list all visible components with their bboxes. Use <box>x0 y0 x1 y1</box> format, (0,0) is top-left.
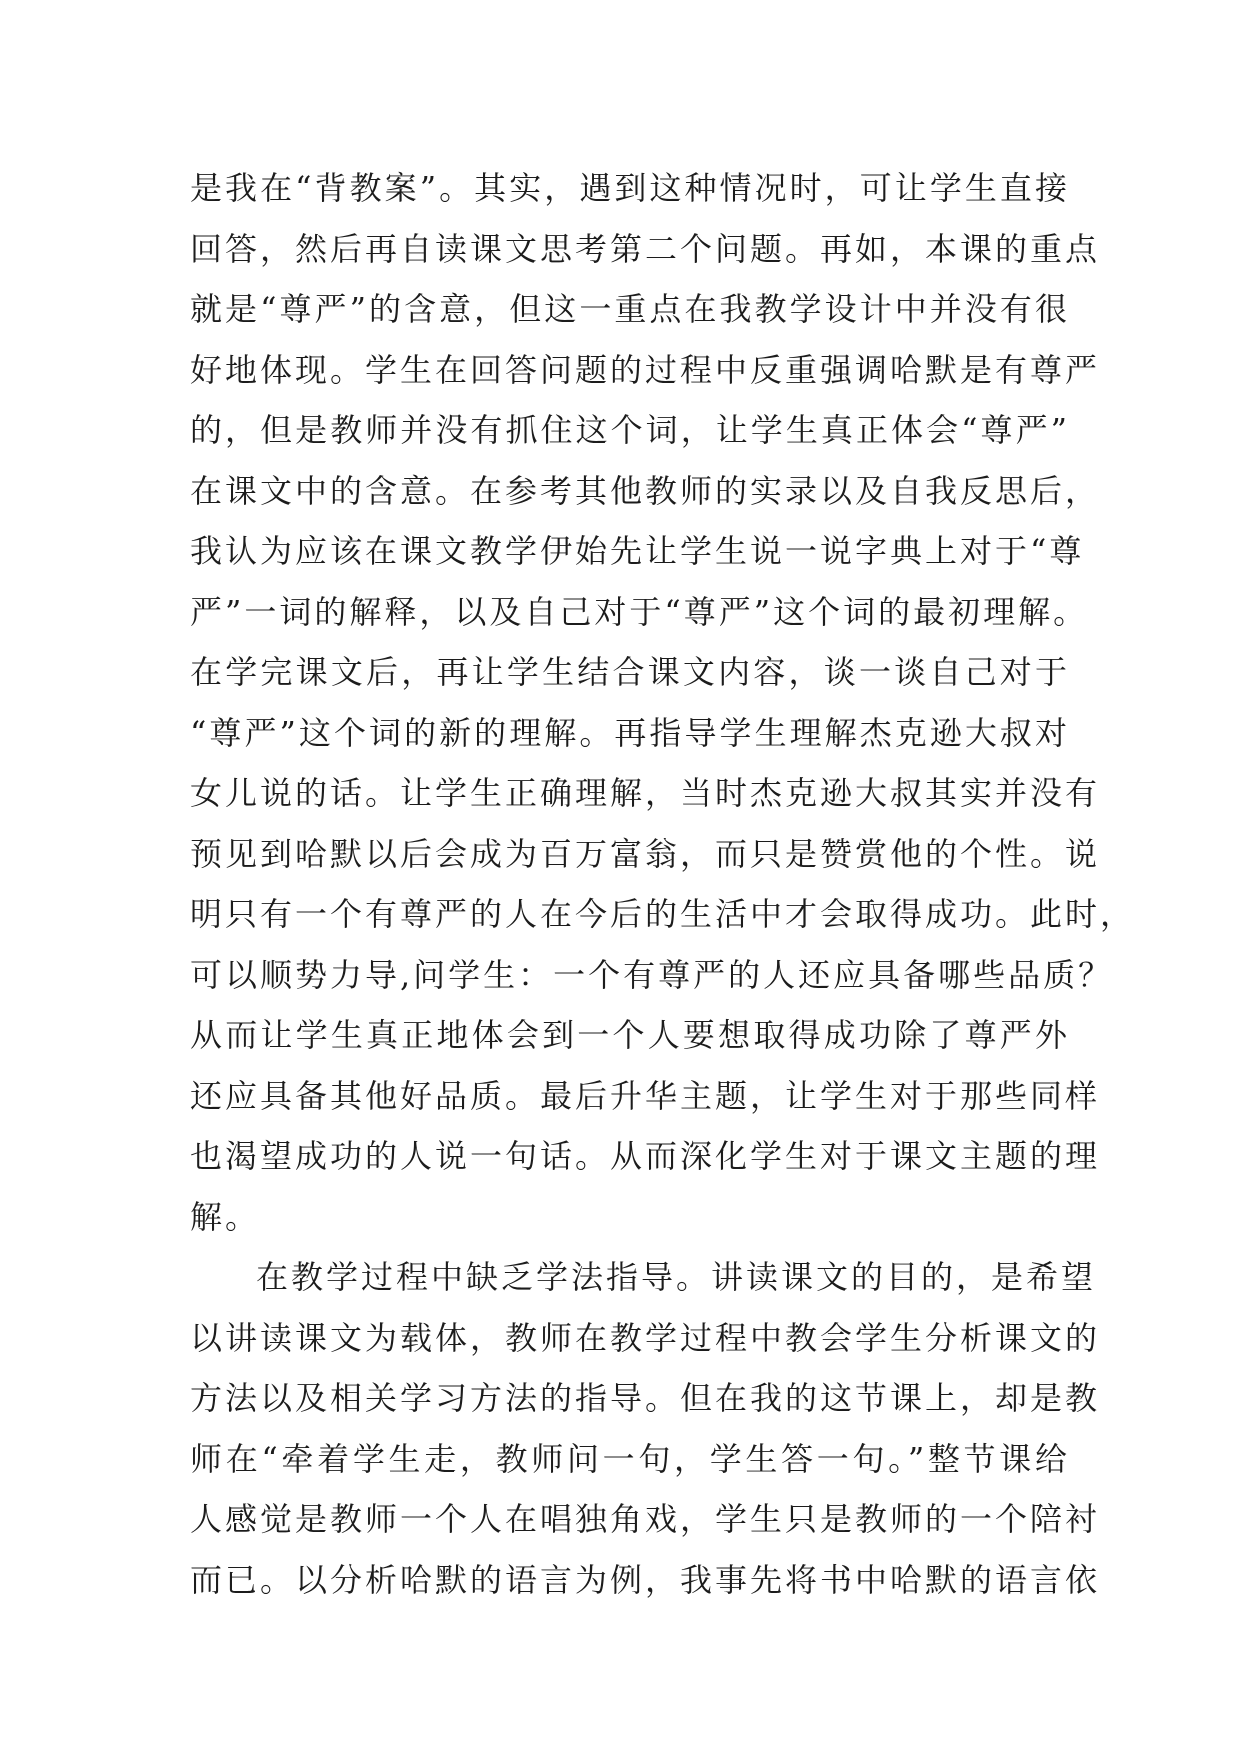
text-line: 就是“尊严”的含意，但这一重点在我教学设计中并没有很 <box>190 290 1070 328</box>
text-line: 方法以及相关学习方法的指导。但在我的这节课上，却是教 <box>190 1379 1101 1417</box>
text-line: 回答，然后再自读课文思考第二个问题。再如，本课的重点 <box>190 229 1101 268</box>
text-line: 以讲读课文为载体，教师在教学过程中教会学生分析课文的 <box>190 1318 1101 1357</box>
paragraph-1 <box>190 158 1136 1247</box>
text-line: 师在“牵着学生走，教师问一句，学生答一句。”整节课给 <box>190 1439 1070 1478</box>
text-line: 好地体现。学生在回答问题的过程中反重强调哈默是有尊严 <box>190 350 1101 389</box>
text-line: 在学完课文后，再让学生结合课文内容，谈一谈自己对于 <box>190 653 1070 691</box>
text-line: 我认为应该在课文教学伊始先让学生说一说字典上对于“尊 <box>190 532 1085 570</box>
text-line: 在课文中的含意。在参考其他教师的实录以及自我反思后， <box>190 471 1101 510</box>
text-line: 也渴望成功的人说一句话。从而深化学生对于课文主题的理 <box>190 1137 1101 1175</box>
text-line: 可以顺势力导,问学生：一个有尊严的人还应具备哪些品质？ <box>190 955 1114 994</box>
text-line: 预见到哈默以后会成为百万富翁，而只是赞赏他的个性。说 <box>190 834 1101 873</box>
text-line: 严”一词的解释，以及自己对于“尊严”这个词的最初理解。 <box>190 592 1089 631</box>
text-line: “尊严”这个词的新的理解。再指导学生理解杰克逊大叔对 <box>190 713 1070 752</box>
text-line-indented: 在教学过程中缺乏学法指导。讲读课文的目的，是希望 <box>256 1258 1097 1296</box>
text-line: 还应具备其他好品质。最后升华主题，让学生对于那些同样 <box>190 1076 1101 1115</box>
text-line: 女儿说的话。让学生正确理解，当时杰克逊大叔其实并没有 <box>190 774 1101 812</box>
text-line: 解。 <box>190 1197 261 1236</box>
text-line: 人感觉是教师一个人在唱独角戏，学生只是教师的一个陪衬 <box>190 1500 1101 1538</box>
text-line: 而已。以分析哈默的语言为例，我事先将书中哈默的语言依 <box>190 1560 1101 1599</box>
text-line: 的，但是教师并没有抓住这个词，让学生真正体会“尊严” <box>190 411 1070 449</box>
text-line: 从而让学生真正地体会到一个人要想取得成功除了尊严外 <box>190 1016 1070 1054</box>
text-line: 明只有一个有尊严的人在今后的生活中才会取得成功。此时， <box>190 895 1136 933</box>
text-line: 是我在“背教案”。其实，遇到这种情况时，可让学生直接 <box>190 169 1070 207</box>
paragraph-2 <box>190 1247 1101 1610</box>
body-text <box>190 158 1136 1610</box>
